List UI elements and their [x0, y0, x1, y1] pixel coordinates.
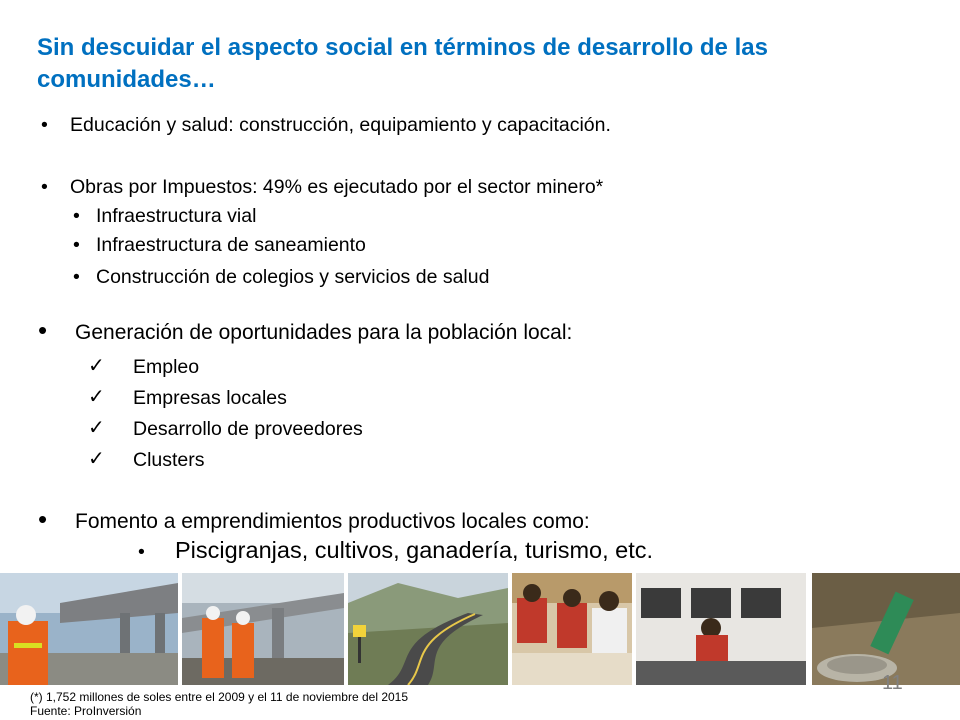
sub-bullet-item: Construcción de colegios y servicios de salud	[96, 266, 490, 288]
check-item: Desarrollo de proveedores	[133, 418, 363, 440]
bullet-education-health: Educación y salud: construcción, equipamiento y capacitación.	[70, 114, 611, 136]
bullet-obras-impuestos: Obras por Impuestos: 49% es ejecutado por el sector minero*	[70, 176, 604, 198]
slide-title: Sin descuidar el aspecto social en términos de desarrollo de las comunidades…	[37, 34, 768, 93]
page-number: 11	[882, 672, 903, 694]
check-icon: ✓	[88, 415, 105, 439]
sub-bullet-dot: •	[73, 234, 80, 256]
bullet-emprendimientos: Fomento a emprendimientos productivos locales como:	[75, 510, 590, 533]
photo-strip	[0, 573, 960, 685]
bridge-construction-photo	[182, 573, 344, 685]
bullet-dot: •	[38, 504, 48, 534]
sub-bullet-dot: •	[73, 266, 80, 288]
sub-bullet-dot: •	[73, 205, 80, 227]
footnote: (*) 1,752 millones de soles entre el 2009 y el 11 de noviembre del 2015	[30, 690, 409, 704]
check-icon: ✓	[88, 353, 105, 377]
classroom-photo	[512, 573, 632, 685]
bullet-dot: •	[41, 114, 48, 136]
check-icon: ✓	[88, 384, 105, 408]
sub-bullet-productivos: Piscigranjas, cultivos, ganadería, turismo, etc.	[175, 537, 654, 563]
water-infrastructure-photo	[812, 573, 960, 685]
road-photo	[348, 573, 508, 685]
check-icon: ✓	[88, 446, 105, 470]
check-item: Clusters	[133, 449, 205, 471]
check-item: Empleo	[133, 356, 200, 378]
bullet-dot: •	[38, 315, 48, 345]
bridge-worker-photo	[0, 573, 178, 685]
computer-lab-photo	[636, 573, 806, 685]
check-item: Empresas locales	[133, 387, 287, 409]
bullet-dot: •	[41, 176, 48, 198]
bullet-oportunidades: Generación de oportunidades para la población local:	[75, 321, 573, 344]
source-note: Fuente: ProInversión	[30, 704, 142, 718]
sub-bullet-item: Infraestructura de saneamiento	[96, 234, 366, 256]
sub-bullet-dot: •	[138, 541, 145, 563]
sub-bullet-item: Infraestructura vial	[96, 205, 257, 227]
